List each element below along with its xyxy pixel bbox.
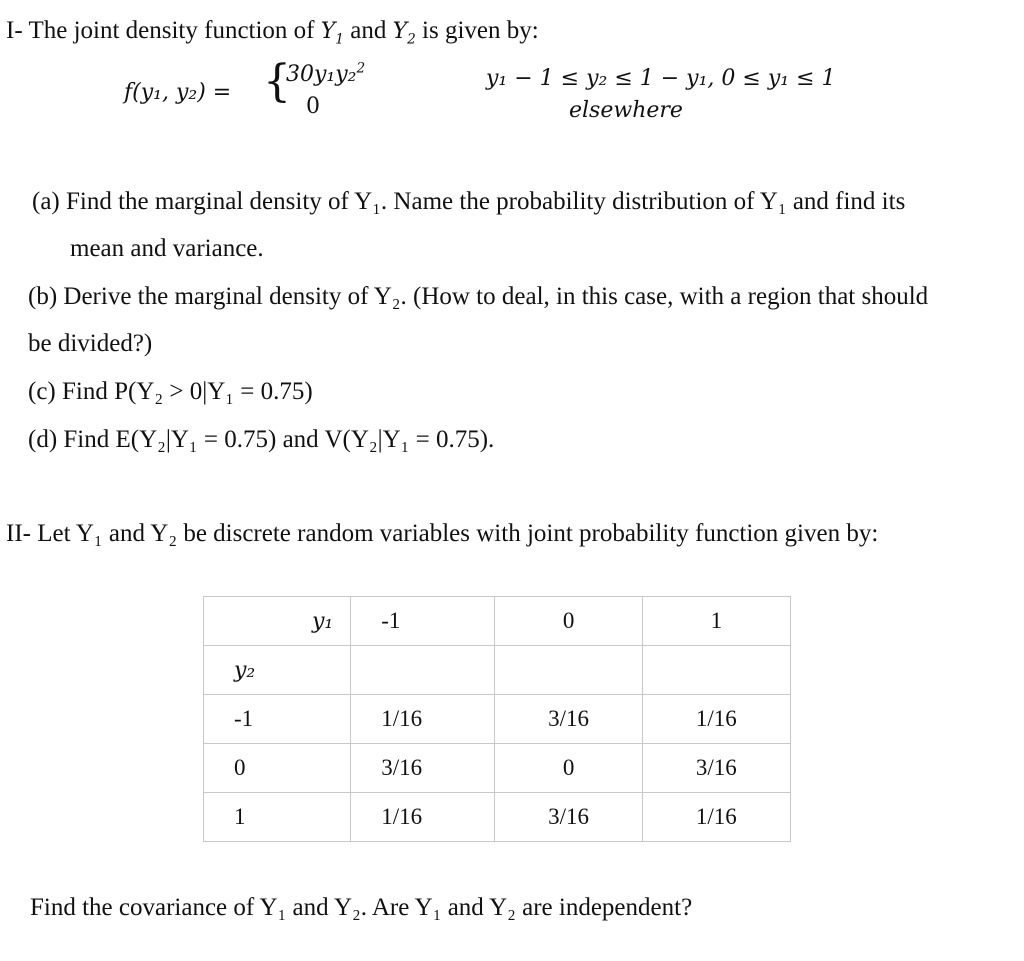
row-y2-value: 1 bbox=[234, 804, 246, 829]
table-cell: 0 bbox=[562, 755, 575, 780]
table-cell: 1/16 bbox=[381, 706, 423, 731]
table-cell: 3/16 bbox=[548, 706, 590, 731]
part1-title-suffix: is given by: bbox=[422, 17, 539, 44]
title-y1: Y bbox=[320, 19, 336, 44]
density-lhs: f(y₁, y₂) = bbox=[124, 80, 232, 105]
table-header-cell: -1 bbox=[351, 597, 495, 646]
title-y2: Y bbox=[392, 19, 408, 44]
part2-question: Find the covariance of Y₁ and Y₂. Are Y₁ and Y₂ are independent? bbox=[30, 894, 693, 921]
table-row bbox=[204, 695, 791, 744]
table-cell: 1/16 bbox=[381, 804, 423, 829]
question-b-line1: (b) Derive the marginal density of Y₂. (How to deal, in this case, with a region that should bbox=[28, 283, 929, 310]
density-case1 bbox=[286, 62, 365, 87]
title-y1-sub: 1 bbox=[335, 31, 344, 48]
part1-title-prefix: I- The joint density function of bbox=[6, 17, 315, 44]
table-row bbox=[204, 793, 791, 842]
question-a-line2: mean and variance. bbox=[70, 235, 264, 262]
density-condition2: elsewhere bbox=[569, 98, 683, 123]
question-a-line1: (a) Find the marginal density of Y₁. Name the probability distribution of Y₁ and find its bbox=[32, 188, 906, 215]
table-row bbox=[204, 744, 791, 793]
table-header-cell: 1 bbox=[642, 597, 790, 646]
table-cell: 3/16 bbox=[548, 804, 590, 829]
joint-probability-table bbox=[203, 596, 791, 842]
table-cell: 3/16 bbox=[381, 755, 423, 780]
table-corner-cell bbox=[204, 597, 351, 646]
table-header-row bbox=[204, 597, 791, 646]
table-cell: 3/16 bbox=[695, 755, 737, 780]
table-cell: 1/16 bbox=[695, 706, 737, 731]
density-condition1: y₁ − 1 ≤ y₂ ≤ 1 − y₁, 0 ≤ y₁ ≤ 1 bbox=[486, 66, 836, 91]
y1-axis-label: y₁ bbox=[312, 608, 334, 634]
table-cell: 1/16 bbox=[695, 804, 737, 829]
density-case2: 0 bbox=[306, 94, 320, 119]
part1-title bbox=[6, 16, 539, 47]
question-b-line2: be divided?) bbox=[28, 330, 153, 357]
title-and: and bbox=[350, 17, 387, 44]
part2-intro: II- Let Y₁ and Y₂ be discrete random variables with joint probability function given by: bbox=[6, 520, 879, 547]
title-y2-sub: 2 bbox=[407, 31, 416, 48]
question-c: (c) Find P(Y₂ > 0|Y₁ = 0.75) bbox=[28, 378, 313, 405]
row-y2-value: 0 bbox=[234, 755, 246, 780]
table-y2-label-row bbox=[204, 646, 791, 695]
density-case1-sup: 2 bbox=[356, 60, 366, 77]
density-case1-expr: 30y₁y₂ bbox=[286, 62, 357, 87]
row-y2-value: -1 bbox=[234, 706, 254, 731]
y2-axis-label: y₂ bbox=[234, 657, 256, 683]
table-header-cell: 0 bbox=[495, 597, 642, 646]
question-d: (d) Find E(Y₂|Y₁ = 0.75) and V(Y₂|Y₁ = 0.75). bbox=[28, 426, 495, 453]
case-brace: { bbox=[263, 56, 291, 107]
